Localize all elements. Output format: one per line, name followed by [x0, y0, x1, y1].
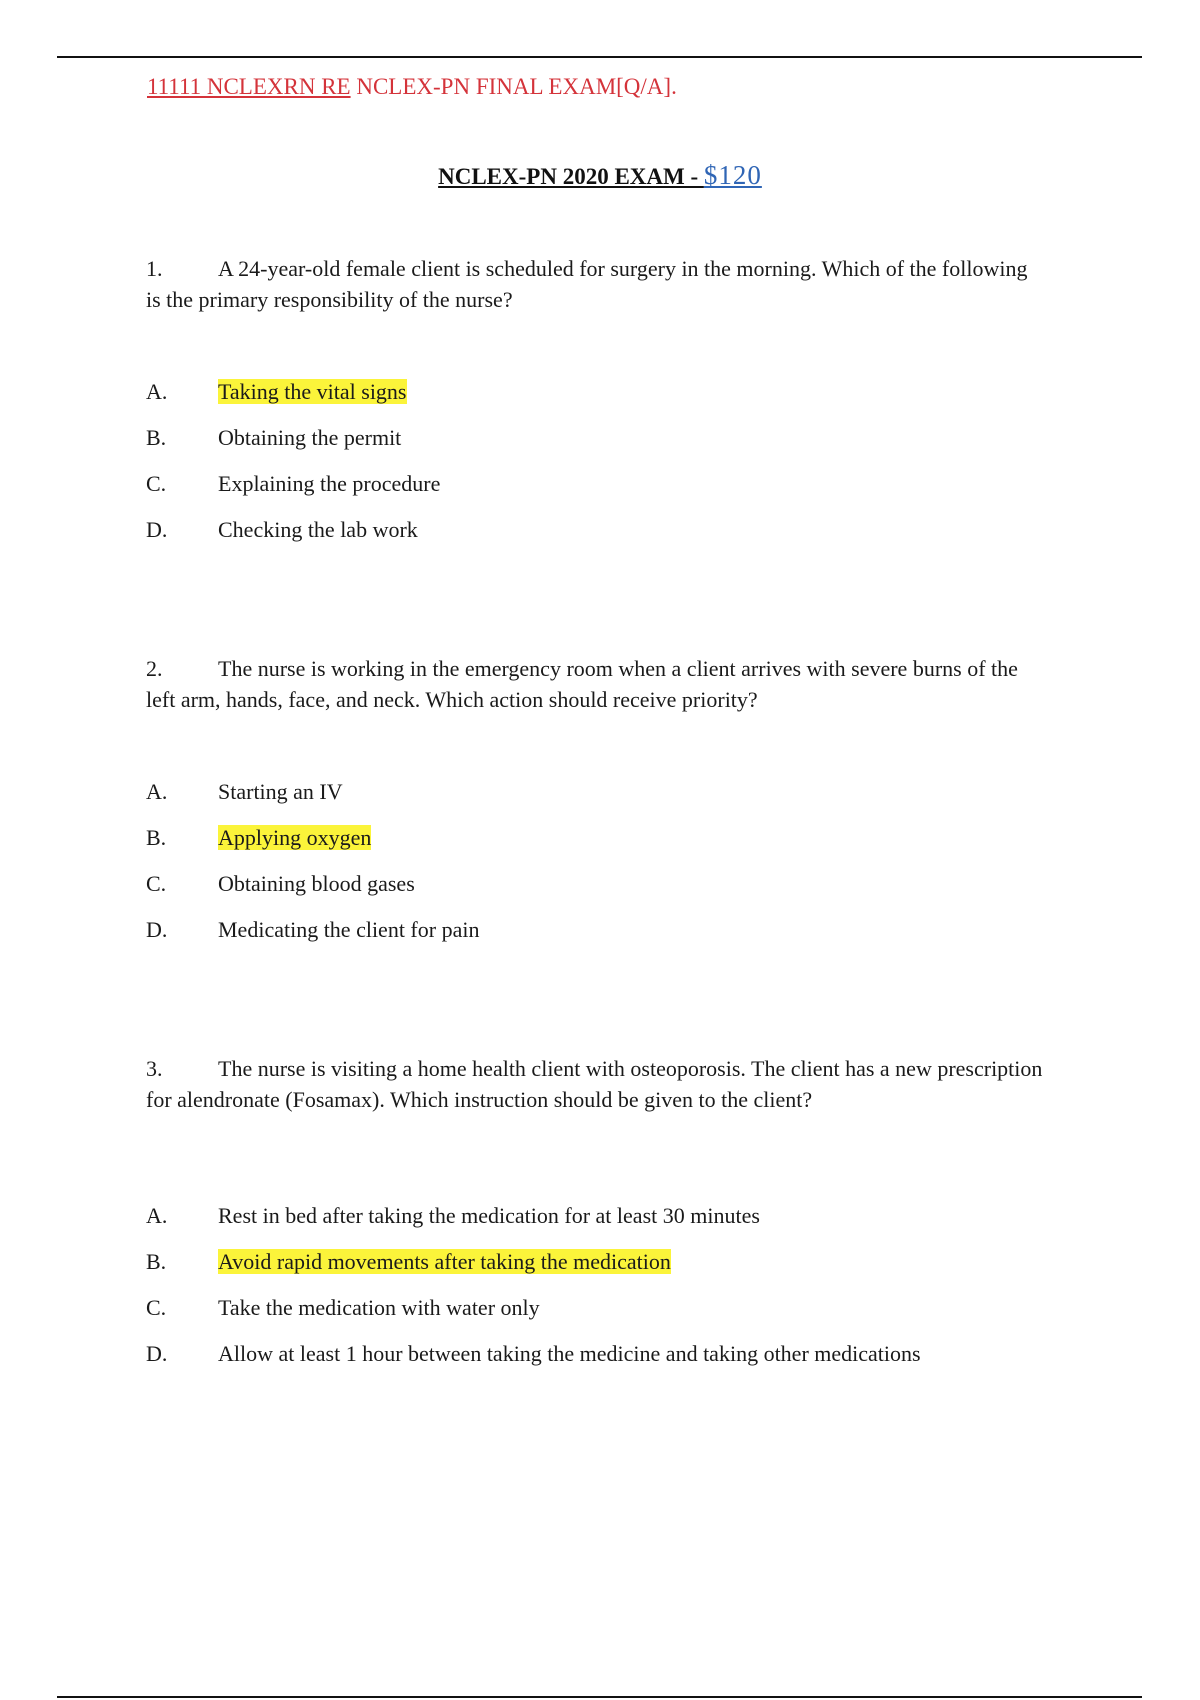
question-text [146, 1053, 1046, 1115]
document-header [147, 74, 677, 100]
answer-option [146, 777, 479, 823]
option-text: Medicating the client for pain [218, 917, 480, 942]
answer-option [146, 1247, 921, 1293]
option-letter: B. [146, 1249, 167, 1274]
option-text: Applying oxygen [218, 825, 372, 850]
question-1 [146, 253, 1046, 542]
top-rule [57, 56, 1142, 58]
option-text: Take the medication with water only [218, 1295, 540, 1320]
answer-option [146, 869, 479, 915]
option-letter: A. [146, 379, 168, 404]
answer-option [146, 1201, 921, 1247]
option-text: Obtaining the permit [218, 425, 402, 450]
question-body: The nurse is visiting a home health client with osteoporosis. The client has a new prescription for alendronate (Fosamax). Which instruction should be given to the client? [146, 1056, 1043, 1112]
header-link[interactable]: 11111 NCLEXRN RE [147, 74, 351, 99]
bottom-rule [57, 1696, 1142, 1698]
option-letter: C. [146, 471, 167, 496]
answer-option [146, 423, 440, 469]
option-letter: A. [146, 1203, 168, 1228]
option-text: Taking the vital signs [218, 379, 407, 404]
option-text: Checking the lab work [218, 517, 418, 542]
option-letter: D. [146, 1341, 168, 1366]
answer-option [146, 469, 440, 515]
option-letter: B. [146, 425, 167, 450]
answer-option [146, 377, 440, 423]
question-body: A 24-year-old female client is scheduled for surgery in the morning. Which of the following is the primary responsibility of the nurse? [146, 256, 1028, 312]
option-letter: A. [146, 779, 168, 804]
question-3 [146, 1053, 1046, 1366]
option-text: Obtaining blood gases [218, 871, 415, 896]
page-title [0, 160, 1200, 191]
answer-option [146, 915, 479, 961]
question-number: 1. [146, 256, 163, 281]
option-letter: D. [146, 917, 168, 942]
header-text: NCLEX-PN FINAL EXAM[Q/A]. [350, 74, 677, 99]
option-text: Allow at least 1 hour between taking the medicine and taking other medications [218, 1341, 921, 1366]
price-label: $120 [703, 160, 762, 190]
option-text: Starting an IV [218, 779, 343, 804]
answer-option [146, 1293, 921, 1339]
answer-options [146, 377, 440, 561]
answer-option [146, 1339, 921, 1385]
answer-options [146, 1201, 921, 1385]
answer-option [146, 515, 440, 561]
question-text [146, 653, 1046, 715]
question-body: The nurse is working in the emergency room when a client arrives with severe burns of the left arm, hands, face, and neck. Which action should receive priority? [146, 656, 1018, 712]
title-text: NCLEX-PN 2020 EXAM - [438, 164, 704, 189]
option-text: Rest in bed after taking the medication for at least 30 minutes [218, 1203, 760, 1228]
question-number: 2. [146, 656, 163, 681]
option-letter: C. [146, 1295, 167, 1320]
option-text: Avoid rapid movements after taking the medication [218, 1249, 671, 1274]
answer-options [146, 777, 479, 961]
question-text [146, 253, 1046, 315]
option-letter: D. [146, 517, 168, 542]
question-number: 3. [146, 1056, 163, 1081]
option-text: Explaining the procedure [218, 471, 441, 496]
option-letter: C. [146, 871, 167, 896]
option-letter: B. [146, 825, 167, 850]
answer-option [146, 823, 479, 869]
question-2 [146, 653, 1046, 942]
